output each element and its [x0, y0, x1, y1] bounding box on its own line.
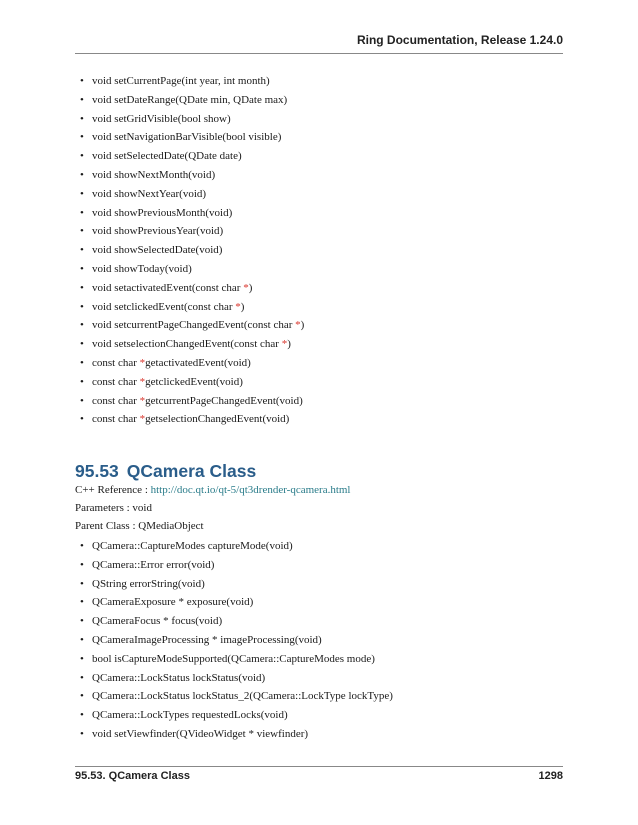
pointer-asterisk: *	[295, 319, 301, 332]
list-item-text: QCameraImageProcessing * imageProcessing(void)	[92, 633, 322, 646]
list-item-text: void showSelectedDate(void)	[92, 244, 223, 257]
list-item-text: QCamera::LockStatus lockStatus(void)	[92, 671, 266, 684]
list-item	[92, 222, 304, 241]
pointer-asterisk: *	[139, 394, 146, 407]
list-item-text: QCameraFocus * focus(void)	[92, 615, 223, 628]
pointer-asterisk: *	[281, 338, 288, 351]
method-list-qcamera	[92, 537, 393, 744]
list-item-text: const char	[92, 356, 140, 369]
list-item	[92, 279, 304, 298]
list-item	[92, 725, 393, 744]
pointer-asterisk: *	[235, 300, 241, 313]
list-item	[92, 241, 304, 260]
list-item-text: const char	[92, 394, 140, 407]
list-item	[92, 593, 393, 612]
cpp-reference-link[interactable]: http://doc.qt.io/qt-5/qt3drender-qcamera.html	[150, 484, 351, 496]
list-item-text: void showPreviousYear(void)	[92, 225, 224, 238]
cpp-reference-line	[75, 482, 351, 498]
list-item	[92, 687, 393, 706]
list-item	[92, 110, 304, 129]
list-item	[92, 185, 304, 204]
list-item	[92, 669, 393, 688]
list-item-text: QCameraExposure * exposure(void)	[92, 596, 254, 609]
list-item-text-suffix: getactivatedEvent(void)	[145, 356, 251, 369]
list-item-text: void showNextYear(void)	[92, 187, 207, 200]
list-item-text: void setSelectedDate(QDate date)	[92, 150, 242, 163]
list-item-text-suffix: getselectionChangedEvent(void)	[145, 413, 290, 426]
list-item-text: void setactivatedEvent(const char	[92, 281, 244, 294]
footer-page-number: 1298	[538, 770, 563, 782]
list-item	[92, 298, 304, 317]
list-item	[92, 631, 393, 650]
running-header-title: Ring Documentation, Release 1.24.0	[356, 33, 563, 47]
list-item	[92, 650, 393, 669]
pointer-asterisk: *	[139, 413, 146, 426]
list-item-text: QCamera::Error error(void)	[92, 558, 215, 571]
pointer-asterisk: *	[139, 356, 146, 369]
list-item-text: void showToday(void)	[92, 262, 192, 275]
parameters-line: Parameters : void	[75, 502, 152, 514]
list-item-text-suffix: )	[240, 300, 245, 313]
list-item-text: QString errorString(void)	[92, 577, 205, 590]
section-heading	[75, 461, 256, 482]
section-number: 95.53	[75, 460, 119, 481]
list-item-text: QCamera::LockStatus lockStatus_2(QCamera::LockType lockType)	[92, 690, 393, 703]
list-item-text: void setDateRange(QDate min, QDate max)	[92, 93, 288, 106]
section-title: QCamera Class	[126, 460, 257, 481]
list-item-text: QCamera::LockTypes requestedLocks(void)	[92, 709, 288, 722]
list-item-text-suffix: )	[287, 338, 291, 351]
list-item-text: void setCurrentPage(int year, int month)	[92, 75, 270, 87]
list-item	[92, 410, 304, 429]
list-item-text: void setNavigationBarVisible(bool visible)	[92, 131, 282, 144]
list-item-text-suffix: getcurrentPageChangedEvent(void)	[145, 394, 303, 407]
list-item	[92, 316, 304, 335]
list-item	[92, 354, 304, 373]
list-item	[92, 392, 304, 411]
header-divider	[75, 53, 563, 54]
list-item-text: void setGridVisible(bool show)	[92, 112, 231, 125]
list-item	[92, 260, 304, 279]
list-item-text: void showPreviousMonth(void)	[92, 206, 233, 219]
list-item-text: void setViewfinder(QVideoWidget * viewfinder)	[92, 727, 309, 740]
list-item	[92, 706, 393, 725]
footer-section-label: 95.53. QCamera Class	[75, 770, 190, 782]
list-item-text: void setclickedEvent(const char	[92, 300, 236, 313]
list-item-text: const char	[92, 375, 140, 388]
list-item-text: const char	[92, 413, 140, 426]
list-item-text: QCamera::CaptureModes captureMode(void)	[92, 540, 293, 552]
list-item-text: void showNextMonth(void)	[92, 168, 216, 181]
list-item	[92, 166, 304, 185]
list-item-text-suffix: )	[248, 281, 253, 294]
method-list-qcalendarwidget	[92, 72, 304, 429]
list-item	[92, 575, 393, 594]
list-item	[92, 556, 393, 575]
pointer-asterisk: *	[139, 375, 146, 388]
list-item	[92, 373, 304, 392]
list-item-text: void setselectionChangedEvent(const char	[92, 338, 282, 351]
list-item	[92, 72, 304, 91]
list-item	[92, 612, 393, 631]
list-item	[92, 335, 304, 354]
list-item	[92, 91, 304, 110]
pointer-asterisk: *	[243, 281, 249, 294]
list-item	[92, 537, 393, 556]
parent-class-line: Parent Class : QMediaObject	[75, 520, 204, 532]
cpp-reference-label: C++ Reference :	[75, 484, 151, 496]
list-item	[92, 147, 304, 166]
list-item-text-suffix: )	[300, 319, 305, 332]
list-item-text-suffix: getclickedEvent(void)	[145, 375, 243, 388]
list-item	[92, 128, 304, 147]
list-item-text: void setcurrentPageChangedEvent(const char	[92, 319, 296, 332]
footer-divider	[75, 766, 563, 767]
list-item	[92, 204, 304, 223]
list-item-text: bool isCaptureModeSupported(QCamera::CaptureModes mode)	[92, 652, 375, 665]
